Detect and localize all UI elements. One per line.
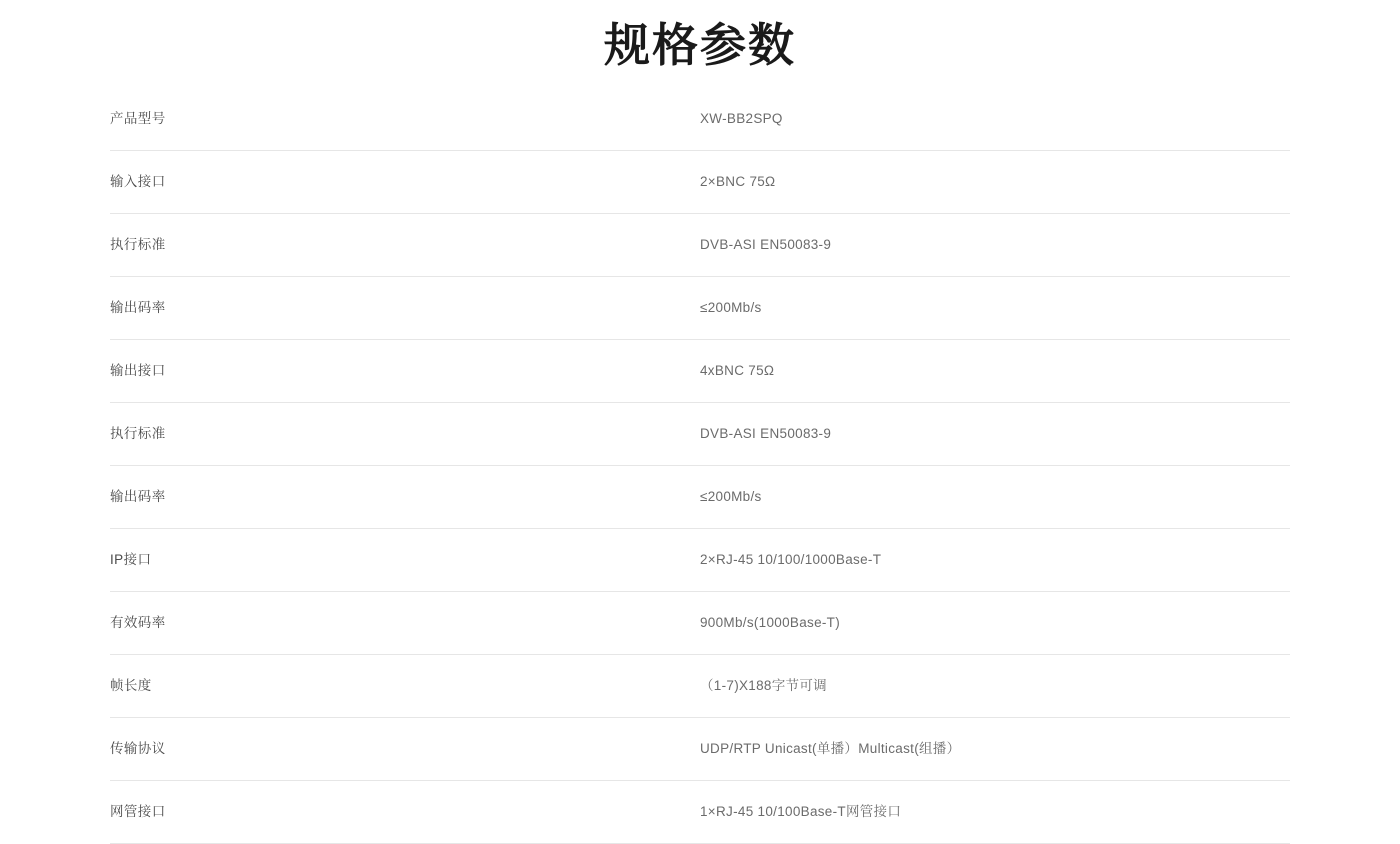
spec-value-cell: [700, 781, 1290, 844]
spec-value-cell: [700, 340, 1290, 403]
spec-label-cell: [110, 592, 700, 655]
spec-label-cell: [110, 403, 700, 466]
table-row: [110, 466, 1290, 529]
table-row: [110, 151, 1290, 214]
spec-label: 执行标准: [110, 236, 166, 252]
spec-value-cell: [700, 592, 1290, 655]
spec-value: 2×RJ-45 10/100/1000Base-T: [700, 551, 882, 567]
spec-label-cell: [110, 718, 700, 781]
spec-label: 输出码率: [110, 299, 166, 315]
spec-value: 2×BNC 75Ω: [700, 173, 776, 189]
spec-value: ≤200Mb/s: [700, 299, 762, 315]
spec-label: 输出码率: [110, 488, 166, 504]
table-row: [110, 781, 1290, 844]
spec-label-cell: [110, 466, 700, 529]
spec-value: XW-BB2SPQ: [700, 110, 783, 126]
spec-value-cell: [700, 88, 1290, 151]
table-row: [110, 718, 1290, 781]
spec-label-cell: [110, 655, 700, 718]
spec-value-cell: [700, 151, 1290, 214]
spec-value-cell: [700, 718, 1290, 781]
spec-label: 输出接口: [110, 362, 166, 378]
spec-label: IP接口: [110, 551, 152, 567]
spec-value-cell: [700, 529, 1290, 592]
spec-value: DVB-ASI EN50083-9: [700, 236, 832, 252]
table-row: [110, 529, 1290, 592]
spec-value-cell: [700, 655, 1290, 718]
table-row: [110, 214, 1290, 277]
table-row: [110, 655, 1290, 718]
table-row: [110, 403, 1290, 466]
spec-label: 有效码率: [110, 614, 166, 630]
spec-value: 4xBNC 75Ω: [700, 362, 775, 378]
page-title: 规格参数: [604, 19, 796, 71]
spec-value: （1-7)X188字节可调: [700, 677, 827, 693]
spec-table-body: [110, 88, 1290, 844]
table-row: [110, 592, 1290, 655]
spec-label-cell: [110, 529, 700, 592]
spec-label: 产品型号: [110, 110, 166, 126]
spec-value: 1×RJ-45 10/100Base-T网管接口: [700, 803, 902, 819]
spec-label-cell: [110, 340, 700, 403]
spec-label: 执行标准: [110, 425, 166, 441]
spec-table: [110, 88, 1290, 844]
spec-label-cell: [110, 88, 700, 151]
table-row: [110, 88, 1290, 151]
spec-label-cell: [110, 277, 700, 340]
spec-label: 帧长度: [110, 677, 152, 693]
spec-value-cell: [700, 466, 1290, 529]
spec-label: 输入接口: [110, 173, 166, 189]
spec-value-cell: [700, 277, 1290, 340]
spec-label: 传输协议: [110, 740, 166, 756]
spec-value: UDP/RTP Unicast(单播）Multicast(组播）: [700, 740, 961, 756]
table-row: [110, 340, 1290, 403]
spec-label: 网管接口: [110, 803, 166, 819]
spec-value: ≤200Mb/s: [700, 488, 762, 504]
spec-label-cell: [110, 781, 700, 844]
spec-value-cell: [700, 403, 1290, 466]
table-row: [110, 277, 1290, 340]
spec-value: DVB-ASI EN50083-9: [700, 425, 832, 441]
spec-label-cell: [110, 151, 700, 214]
spec-value-cell: [700, 214, 1290, 277]
spec-label-cell: [110, 214, 700, 277]
spec-value: 900Mb/s(1000Base-T): [700, 614, 841, 630]
